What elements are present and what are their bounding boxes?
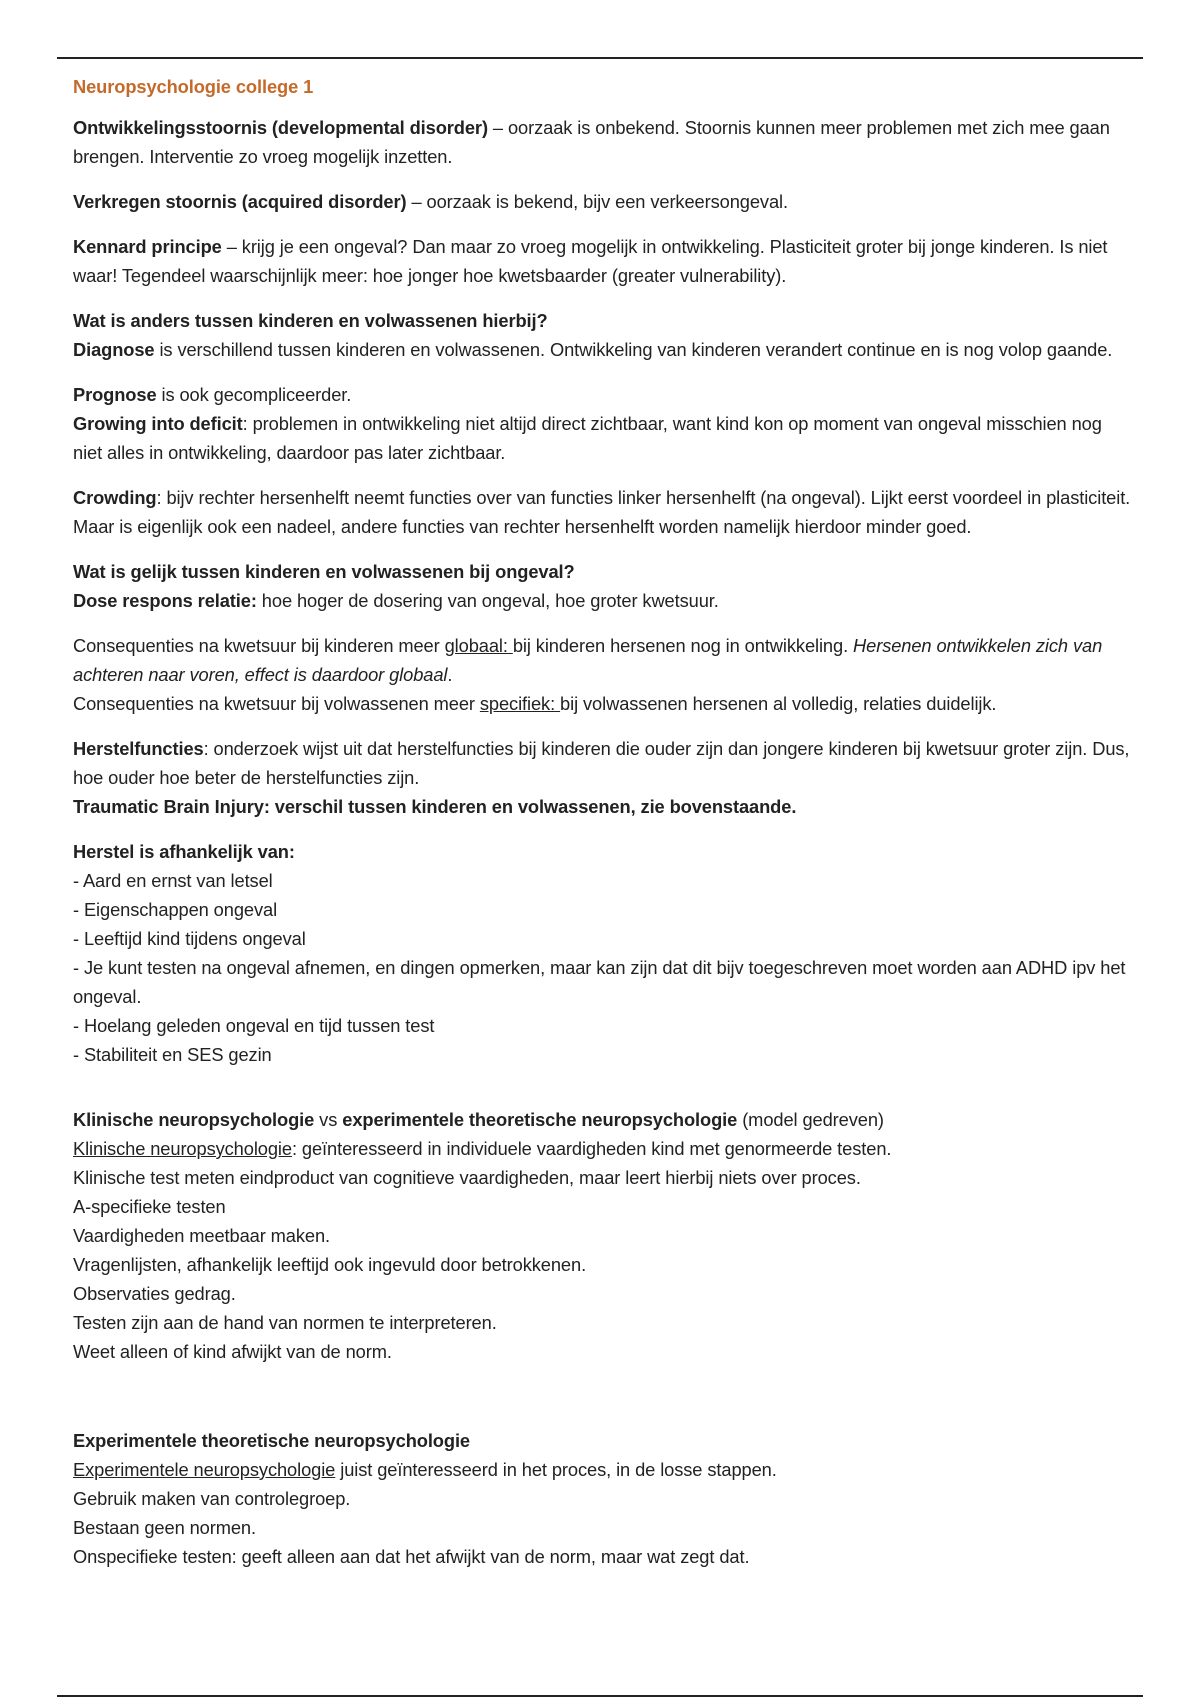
underlined-term: specifiek: (479, 693, 561, 714)
term: Verkregen stoornis (acquired disorder) (73, 191, 407, 212)
term: Kennard principe (73, 236, 222, 257)
definition: : onderzoek wijst uit dat herstelfuncties bij kinderen die ouder zijn dan jongere kinderen bij kwetsuur groter zijn. Dus, hoe ouder hoe beter de herstelfuncties zijn. (73, 738, 1130, 788)
section-heading: Wat is gelijk tussen kinderen en volwassenen bij ongeval? (73, 561, 575, 582)
term: Crowding (73, 487, 157, 508)
text: . (447, 664, 453, 685)
underlined-term: Experimentele neuropsychologie (73, 1459, 336, 1480)
document-body (73, 72, 1133, 1587)
line: Bestaan geen normen. (73, 1517, 256, 1538)
list-item: - Je kunt testen na ongeval afnemen, en dingen opmerken, maar kan zijn dat dit bijv toegeschreven moet worden aan ADHD ipv het ongeval. (73, 957, 1126, 1007)
definition: is verschillend tussen kinderen en volwassenen. Ontwikkeling van kinderen verandert continue en is nog volop gaande. (154, 339, 1113, 360)
text: bij kinderen hersenen nog in ontwikkeling. (512, 635, 854, 656)
line: Observaties gedrag. (73, 1283, 236, 1304)
term: Prognose (73, 384, 157, 405)
list-item: - Eigenschappen ongeval (73, 899, 278, 920)
term: Diagnose (73, 339, 155, 360)
paragraph-prognosis (73, 380, 1133, 467)
underlined-term: Klinische neuropsychologie (73, 1138, 292, 1159)
text: (model gedreven) (737, 1109, 884, 1130)
term: Herstelfuncties (73, 738, 204, 759)
document-title: Neuropsychologie college 1 (73, 76, 314, 97)
definition: hoe hoger de dosering van ongeval, hoe groter kwetsuur. (256, 590, 719, 611)
definition: : problemen in ontwikkeling niet altijd direct zichtbaar, want kind kon op moment van ongeval misschien nog niet alles in ontwikkeling, daardoor pas later zichtbaar. (73, 413, 1102, 463)
term: Dose respons relatie: (73, 590, 257, 611)
line: Testen zijn aan de hand van normen te interpreteren. (73, 1312, 497, 1333)
line: Vragenlijsten, afhankelijk leeftijd ook ingevuld door betrokkenen. (73, 1254, 587, 1275)
term: Klinische neuropsychologie (73, 1109, 315, 1130)
term: Ontwikkelingsstoornis (developmental disorder) (73, 117, 488, 138)
paragraph-differences (73, 306, 1133, 364)
recovery-factors-list (73, 837, 1133, 1069)
line: Onspecifieke testen: geeft alleen aan dat het afwijkt van de norm, maar wat zegt dat. (73, 1546, 750, 1567)
paragraph-acquired-disorder (73, 187, 1133, 216)
paragraph-similarities (73, 557, 1133, 615)
list-item: - Leeftijd kind tijdens ongeval (73, 928, 306, 949)
definition: juist geïnteresseerd in het proces, in de losse stappen. (335, 1459, 777, 1480)
paragraph-developmental-disorder (73, 113, 1133, 171)
paragraph-consequences (73, 631, 1133, 718)
paragraph-crowding (73, 483, 1133, 541)
text: Consequenties na kwetsuur bij kinderen meer (73, 635, 445, 656)
text: Consequenties na kwetsuur bij volwassenen meer (73, 693, 480, 714)
paragraph-kennard (73, 232, 1133, 290)
italic-text: Hersenen ontwikkelen zich van achteren naar voren, effect is daardoor globaal (73, 635, 1103, 685)
footer-rule (57, 1695, 1143, 1697)
paragraph-recovery-functions (73, 734, 1133, 821)
line: Weet alleen of kind afwijkt van de norm. (73, 1341, 392, 1362)
list-item: - Hoelang geleden ongeval en tijd tussen test (73, 1015, 435, 1036)
definition: – krijg je een ongeval? Dan maar zo vroeg mogelijk in ontwikkeling. Plasticiteit groter bij jonge kinderen. Is niet waar! Tegendeel waarschijnlijk meer: hoe jonger hoe kwetsbaarder (greater vulnerability). (73, 236, 1108, 286)
definition: – oorzaak is onbekend. Stoornis kunnen meer problemen met zich mee gaan brengen. Interventie zo vroeg mogelijk inzetten. (73, 117, 1110, 167)
line: Klinische test meten eindproduct van cognitieve vaardigheden, maar leert hierbij niets over proces. (73, 1167, 861, 1188)
line: Gebruik maken van controlegroep. (73, 1488, 351, 1509)
definition: : geïnteresseerd in individuele vaardigheden kind met genormeerde testen. (291, 1138, 892, 1159)
paragraph-clinical-neuropsychology (73, 1105, 1133, 1366)
line: A-specifieke testen (73, 1196, 226, 1217)
line: Vaardigheden meetbaar maken. (73, 1225, 331, 1246)
term: experimentele theoretische neuropsychologie (342, 1109, 738, 1130)
text: bij volwassenen hersenen al volledig, relaties duidelijk. (560, 693, 997, 714)
header-rule (57, 57, 1143, 59)
bold-line: Traumatic Brain Injury: verschil tussen kinderen en volwassenen, zie bovenstaande. (73, 796, 797, 817)
definition: is ook gecompliceerder. (156, 384, 352, 405)
section-heading: Experimentele theoretische neuropsychologie (73, 1430, 470, 1451)
section-heading: Wat is anders tussen kinderen en volwassenen hierbij? (73, 310, 548, 331)
paragraph-experimental-neuropsychology (73, 1426, 1133, 1571)
definition: – oorzaak is bekend, bijv een verkeersongeval. (406, 191, 788, 212)
list-item: - Aard en ernst van letsel (73, 870, 273, 891)
list-item: - Stabiliteit en SES gezin (73, 1044, 272, 1065)
text: vs (314, 1109, 343, 1130)
spacer (73, 1382, 1133, 1426)
section-heading: Herstel is afhankelijk van: (73, 841, 295, 862)
term: Growing into deficit (73, 413, 243, 434)
definition: : bijv rechter hersenhelft neemt functies over van functies linker hersenhelft (na ongeval). Lijkt eerst voordeel in plasticiteit. Maar is eigenlijk ook een nadeel, andere functies van rechter hersenhelft worden namelijk hierdoor minder goed. (73, 487, 1131, 537)
spacer (73, 1085, 1133, 1105)
underlined-term: globaal: (444, 635, 513, 656)
